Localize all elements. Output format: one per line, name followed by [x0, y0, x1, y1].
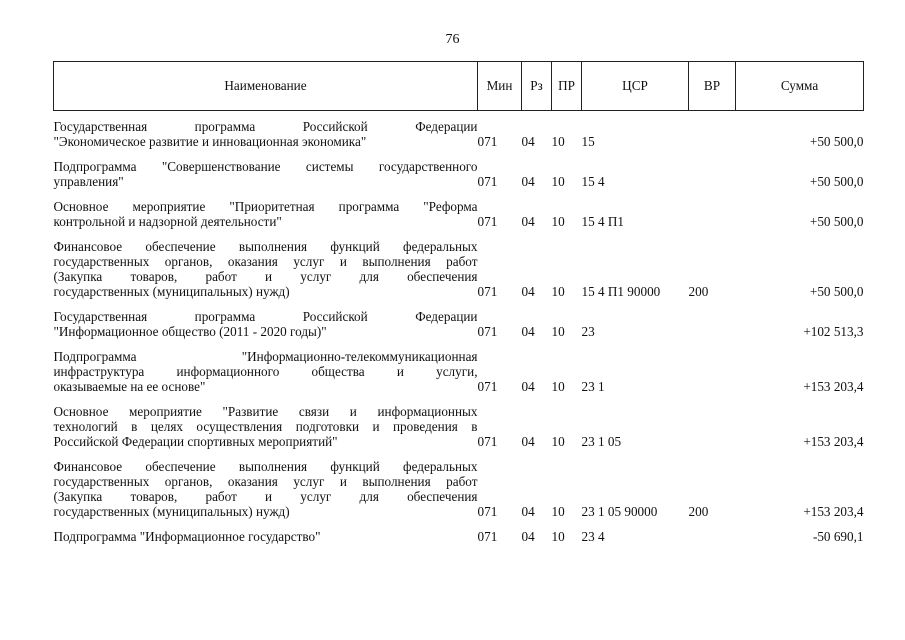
row-name-line: Подпрограмма "Информационное государство"	[53, 529, 321, 544]
row-rz: 04	[521, 174, 535, 189]
header-rz: Рз	[522, 62, 552, 111]
header-pr: ПР	[552, 62, 582, 111]
row-rz: 04	[521, 324, 535, 339]
row-name-line: Подпрограмма "Информационно-телекоммуникационная	[53, 349, 478, 364]
row-name	[54, 449, 478, 519]
row-name	[54, 519, 478, 544]
row-vr	[689, 111, 736, 150]
row-name	[54, 339, 478, 394]
header-csr: ЦСР	[582, 62, 689, 111]
row-rz: 04	[521, 434, 535, 449]
row-name-line: Финансовое обеспечение выполнения функций федеральных	[53, 459, 478, 474]
row-name-line: государственных органов, оказания услуг и выполнения работ	[53, 254, 478, 269]
row-vr	[689, 519, 736, 544]
row-name-line: (Закупка товаров, работ и услуг для обеспечения	[53, 489, 478, 504]
row-pr: 10	[551, 434, 565, 449]
row-name	[54, 189, 478, 229]
row-csr: 23	[581, 324, 595, 339]
table-row	[54, 229, 864, 299]
table-row	[54, 394, 864, 449]
row-name-line: Российской Федерации спортивных мероприятий"	[53, 434, 338, 449]
row-name-line: государственных (муниципальных) нужд)	[53, 504, 290, 519]
row-name-line: государственных (муниципальных) нужд)	[53, 284, 290, 299]
row-min: 071	[477, 284, 498, 299]
table-row	[54, 449, 864, 519]
row-csr: 15 4 П1 90000	[581, 284, 661, 299]
row-name	[54, 394, 478, 449]
budget-table	[53, 61, 864, 544]
row-name-line: Государственная программа Российской Федерации	[53, 309, 478, 324]
row-min: 071	[477, 174, 498, 189]
row-name-line: (Закупка товаров, работ и услуг для обеспечения	[53, 269, 478, 284]
row-sum: +153 203,4	[803, 434, 864, 449]
table-row	[54, 111, 864, 150]
row-name-line: Государственная программа Российской Федерации	[53, 119, 478, 134]
header-name: Наименование	[54, 62, 478, 111]
table-row	[54, 339, 864, 394]
row-min: 071	[477, 134, 498, 149]
row-sum: +50 500,0	[809, 174, 864, 189]
row-name	[54, 149, 478, 189]
row-min: 071	[477, 379, 498, 394]
row-min: 071	[477, 214, 498, 229]
table-header-row	[54, 62, 864, 111]
row-pr: 10	[551, 529, 565, 544]
row-sum: +153 203,4	[803, 504, 864, 519]
row-min: 071	[477, 324, 498, 339]
row-csr: 23 4	[581, 529, 605, 544]
row-pr: 10	[551, 324, 565, 339]
row-rz: 04	[521, 134, 535, 149]
row-name-line: "Экономическое развитие и инновационная экономика"	[53, 134, 367, 149]
row-sum: +153 203,4	[803, 379, 864, 394]
row-name-line: управления"	[53, 174, 124, 189]
row-vr	[689, 299, 736, 339]
table-row	[54, 189, 864, 229]
row-min: 071	[477, 529, 498, 544]
row-name-line: оказываемые на ее основе"	[53, 379, 206, 394]
row-name	[54, 111, 478, 150]
table-row	[54, 519, 864, 544]
row-csr: 15 4	[581, 174, 605, 189]
row-name-line: "Информационное общество (2011 - 2020 годы)"	[53, 324, 327, 339]
row-min: 071	[477, 434, 498, 449]
row-csr: 15	[581, 134, 595, 149]
row-rz: 04	[521, 379, 535, 394]
row-vr: 200	[688, 284, 709, 299]
row-name-line: Финансовое обеспечение выполнения функций федеральных	[53, 239, 478, 254]
row-csr: 23 1 05 90000	[581, 504, 658, 519]
row-name-line: Основное мероприятие "Развитие связи и информационных	[53, 404, 478, 419]
row-name-line: государственных органов, оказания услуг и выполнения работ	[53, 474, 478, 489]
row-rz: 04	[521, 529, 535, 544]
row-pr: 10	[551, 174, 565, 189]
row-rz: 04	[521, 214, 535, 229]
row-csr: 15 4 П1	[581, 214, 624, 229]
row-csr: 23 1 05	[581, 434, 622, 449]
row-rz: 04	[521, 284, 535, 299]
row-name-line: Подпрограмма "Совершенствование системы государственного	[53, 159, 478, 174]
header-vr: ВР	[689, 62, 736, 111]
row-min: 071	[477, 504, 498, 519]
row-name-line: контрольной и надзорной деятельности"	[53, 214, 282, 229]
row-sum: +50 500,0	[809, 214, 864, 229]
row-sum: -50 690,1	[812, 529, 864, 544]
row-rz: 04	[521, 504, 535, 519]
row-sum: +50 500,0	[809, 284, 864, 299]
table-body	[54, 111, 864, 545]
row-name	[54, 299, 478, 339]
row-name	[54, 229, 478, 299]
row-vr	[689, 189, 736, 229]
table-row	[54, 299, 864, 339]
row-sum: +102 513,3	[803, 324, 864, 339]
table-row	[54, 149, 864, 189]
row-sum: +50 500,0	[809, 134, 864, 149]
row-vr: 200	[688, 504, 709, 519]
row-vr	[689, 339, 736, 394]
row-name-line: инфраструктура информационного общества и услуги,	[53, 364, 478, 379]
row-pr: 10	[551, 379, 565, 394]
row-name-line: технологий в целях осуществления подготовки и проведения в	[53, 419, 478, 434]
row-vr	[689, 149, 736, 189]
header-sum: Сумма	[736, 62, 864, 111]
header-min: Мин	[478, 62, 522, 111]
row-name-line: Основное мероприятие "Приоритетная программа "Реформа	[53, 199, 478, 214]
row-csr: 23 1	[581, 379, 605, 394]
row-pr: 10	[551, 284, 565, 299]
row-pr: 10	[551, 504, 565, 519]
row-vr	[689, 394, 736, 449]
row-pr: 10	[551, 214, 565, 229]
page-number: 76	[445, 32, 460, 47]
row-pr: 10	[551, 134, 565, 149]
